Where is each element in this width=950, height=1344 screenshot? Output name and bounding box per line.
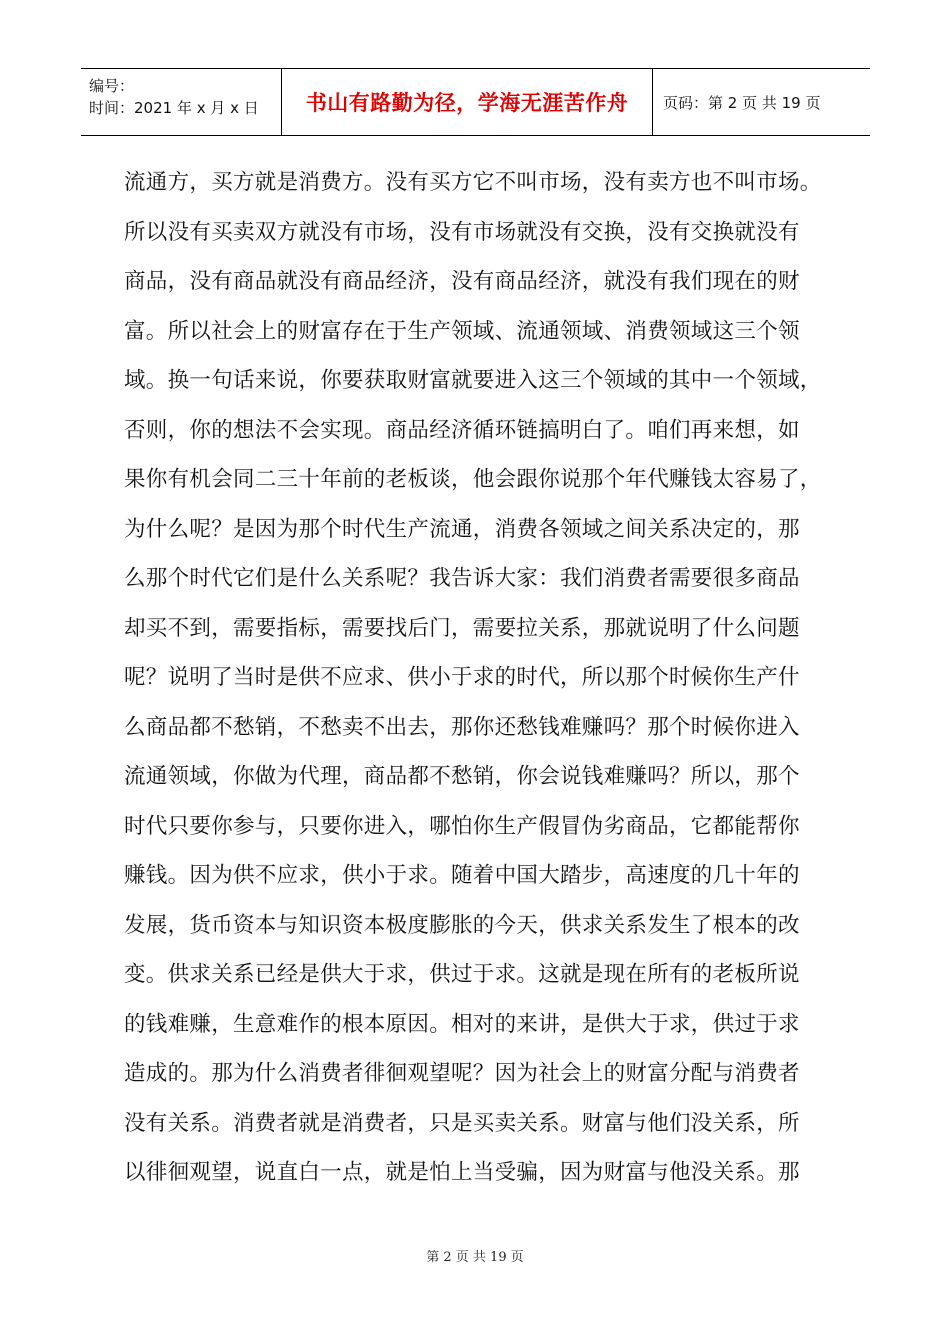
body-line: 没有关系。消费者就是消费者，只是买卖关系。财富与他们没关系，所 bbox=[124, 1110, 800, 1136]
body-line: 造成的。那为什么消费者徘徊观望呢？因为社会上的财富分配与消费者 bbox=[124, 1061, 800, 1086]
document-number-label: 编号： bbox=[89, 77, 135, 95]
body-line: 发展，货币资本与知识资本极度膨胀的今天，供求关系发生了根本的改 bbox=[124, 912, 800, 938]
body-line: 赚钱。因为供不应求，供小于求。随着中国大踏步，高速度的几十年的 bbox=[124, 863, 800, 888]
body-line: 果你有机会同二三十年前的老板谈，他会跟你说那个年代赚钱太容易了， bbox=[124, 467, 822, 492]
header-motto-cell bbox=[281, 69, 653, 135]
body-line: 否则，你的想法不会实现。商品经济循环链搞明白了。咱们再来想，如 bbox=[124, 417, 800, 443]
header-motto: 书山有路勤为径，学海无涯苦作舟 bbox=[305, 91, 629, 115]
body-line: 所以没有买卖双方就没有市场，没有市场就没有交换，没有交换就没有 bbox=[124, 219, 800, 245]
body-line: 富。所以社会上的财富存在于生产领域、流通领域、消费领域这三个领 bbox=[124, 318, 800, 344]
body-text bbox=[124, 158, 830, 1198]
header-meta bbox=[81, 69, 281, 135]
body-line: 的钱难赚，生意难作的根本原因。相对的来讲，是供大于求，供过于求 bbox=[124, 1011, 800, 1037]
page-footer: 第 2 页 共 19 页 bbox=[426, 1250, 524, 1265]
body-line: 域。换一句话来说，你要获取财富就要进入这三个领域的其中一个领域， bbox=[124, 368, 822, 393]
body-line: 流通领域，你做为代理，商品都不愁销，你会说钱难赚吗？所以，那个 bbox=[124, 764, 800, 789]
body-line: 为什么呢？是因为那个时代生产流通，消费各领域之间关系决定的，那 bbox=[124, 516, 800, 542]
body-line: 流通方，买方就是消费方。没有买方它不叫市场，没有卖方也不叫市场。 bbox=[124, 170, 822, 195]
body-line: 变。供求关系已经是供大于求，供过于求。这就是现在所有的老板所说 bbox=[124, 962, 800, 987]
body-line: 却买不到，需要指标，需要找后门，需要拉关系，那就说明了什么问题 bbox=[124, 615, 800, 641]
body-line: 呢？说明了当时是供不应求、供小于求的时代，所以那个时候你生产什 bbox=[124, 665, 800, 690]
body-line: 时代只要你参与，只要你进入，哪怕你生产假冒伪劣商品，它都能帮你 bbox=[124, 813, 800, 839]
body-line: 么商品都不愁销，不愁卖不出去，那你还愁钱难赚吗？那个时候你进入 bbox=[124, 714, 800, 740]
body-line: 商品，没有商品就没有商品经济，没有商品经济，就没有我们现在的财 bbox=[124, 269, 800, 294]
document-date: 时间：2021 年 x 月 x 日 bbox=[89, 99, 259, 117]
document-header bbox=[81, 68, 870, 136]
header-page-info: 页码：第 2 页 共 19 页 bbox=[663, 93, 821, 112]
body-line: 以徘徊观望，说直白一点，就是怕上当受骗，因为财富与他没关系。那 bbox=[124, 1160, 800, 1185]
header-page-info-cell bbox=[653, 69, 870, 135]
body-line: 么那个时代它们是什么关系呢？我告诉大家：我们消费者需要很多商品 bbox=[124, 566, 800, 591]
